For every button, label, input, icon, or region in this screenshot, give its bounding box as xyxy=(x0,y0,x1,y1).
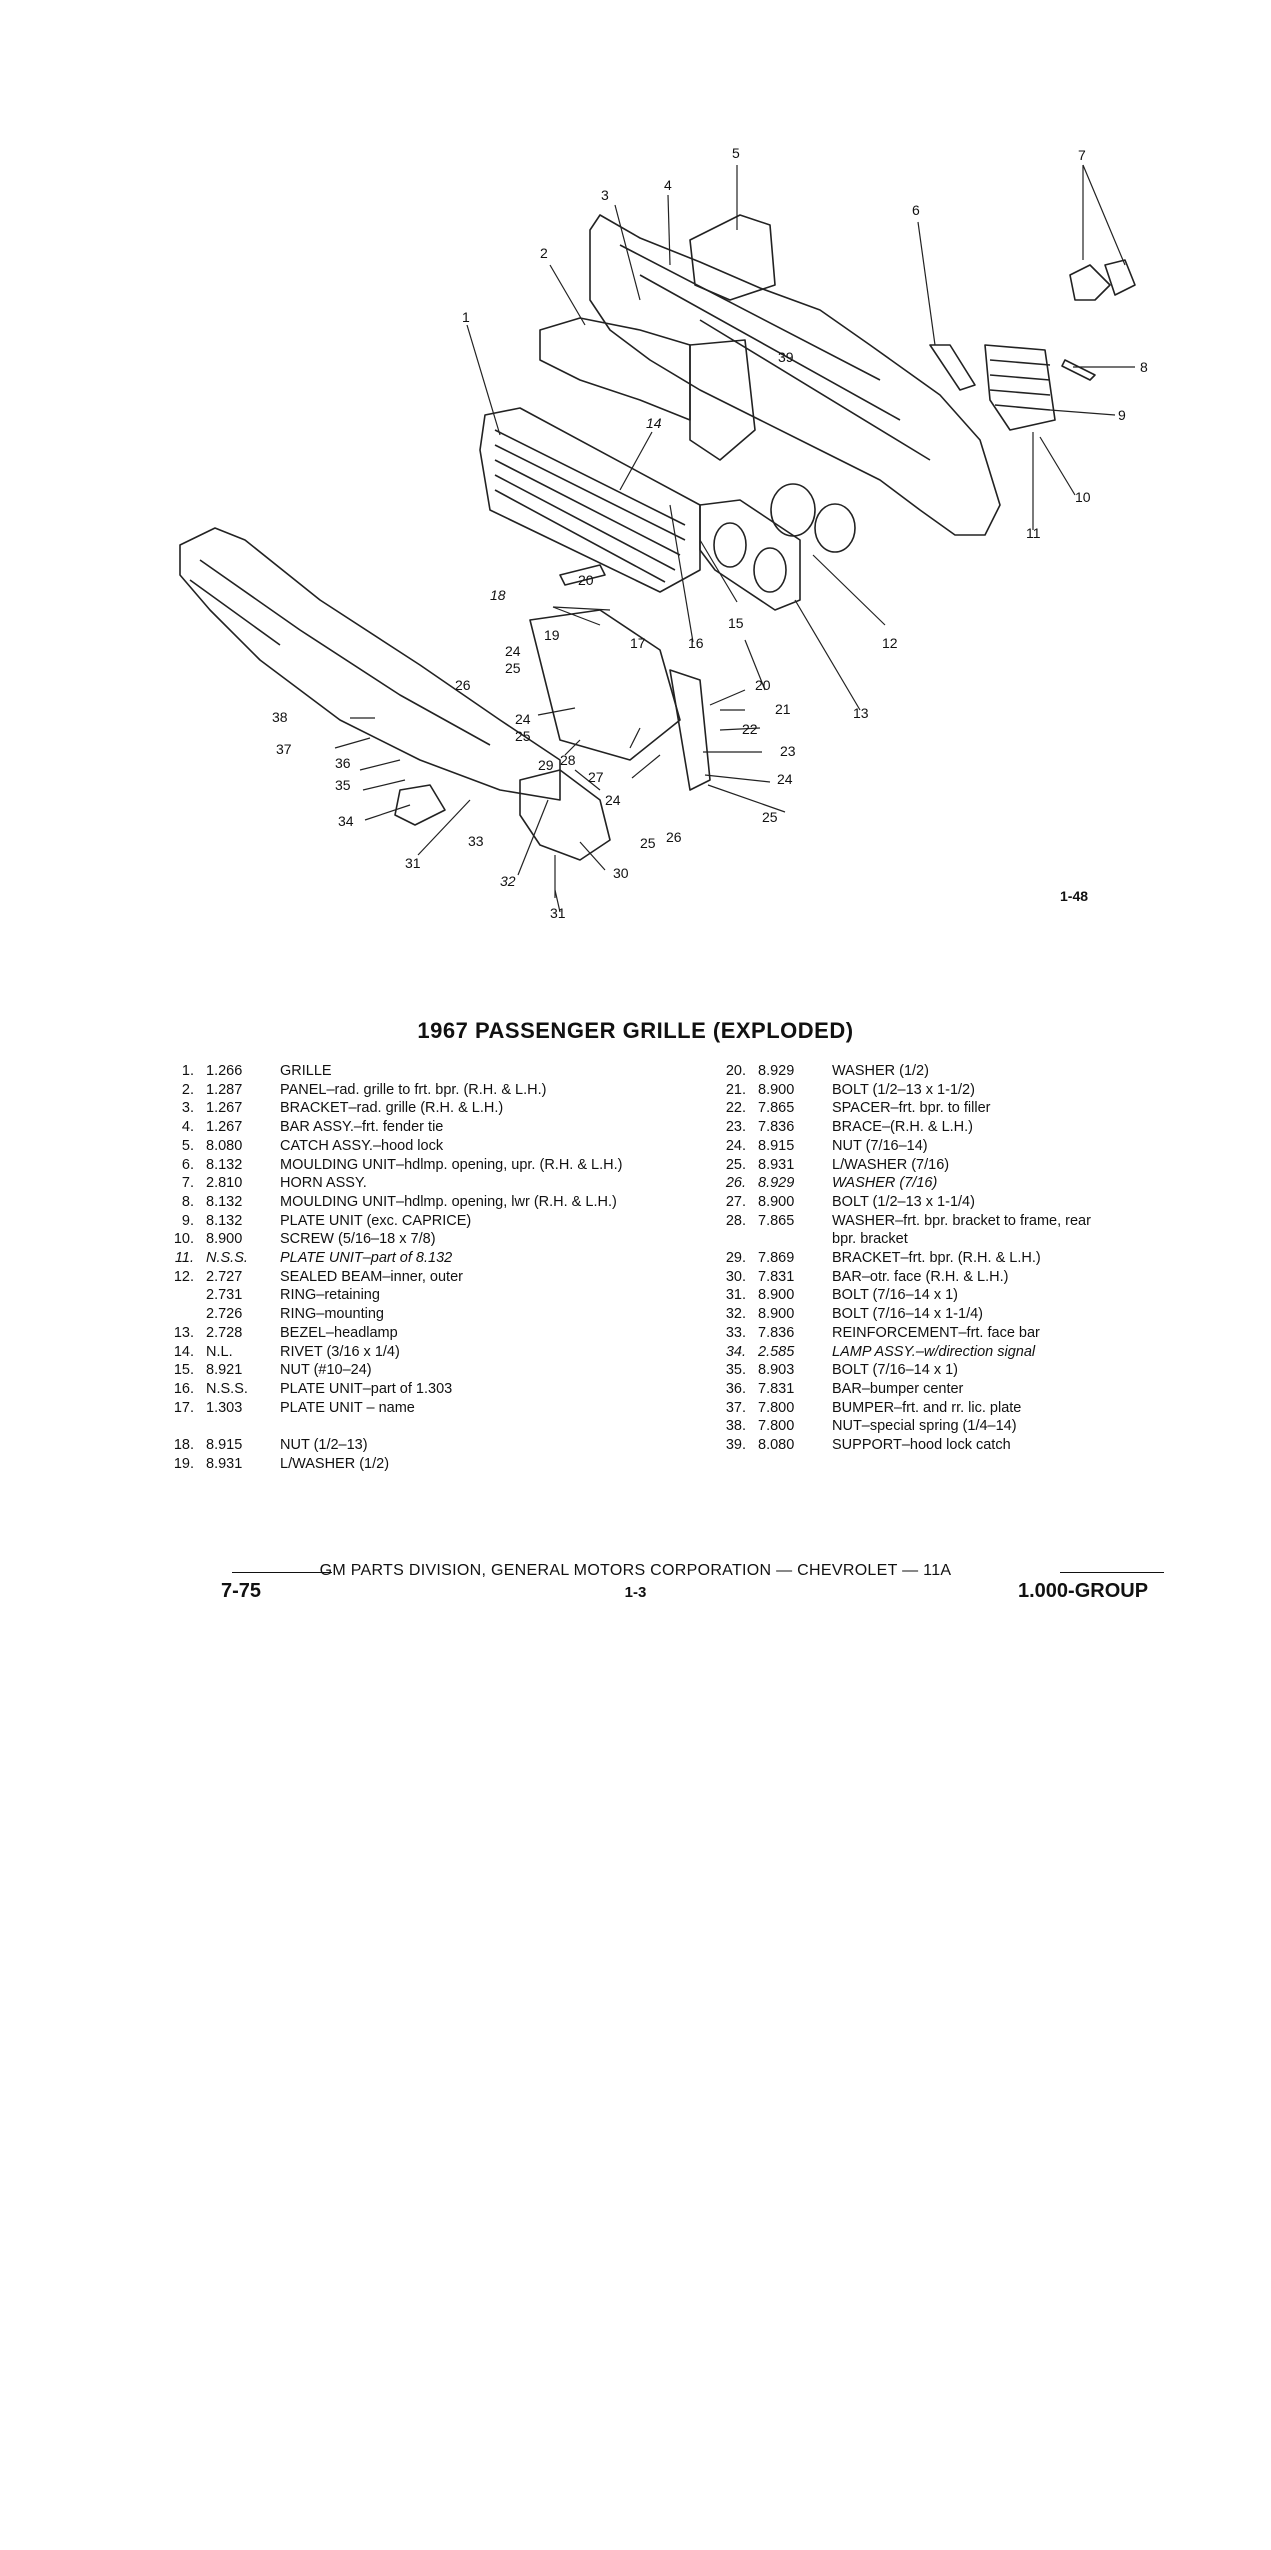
parts-list-right xyxy=(712,1062,1182,1455)
callout-21: 21 xyxy=(775,701,791,717)
fender-tie-bar-part xyxy=(590,215,1000,535)
list-item: 10. 8.900 SCREW (5/16–18 x 7/8) xyxy=(173,1231,436,1248)
callout-3: 3 xyxy=(601,187,609,203)
callout-22: 22 xyxy=(742,721,758,737)
list-item: 12. 2.727 SEALED BEAM–inner, outer xyxy=(173,1268,463,1285)
callout-26-b: 26 xyxy=(666,829,682,845)
list-item: 38. 7.800 NUT–special spring (1/4–14) xyxy=(725,1418,1017,1435)
callout-12: 12 xyxy=(882,635,898,651)
list-item: 2. 1.287 PANEL–rad. grille to frt. bpr. (R.H. & L.H.) xyxy=(181,1081,547,1098)
sealed-beam-part xyxy=(771,484,815,536)
callout-36: 36 xyxy=(335,755,351,771)
footer-rule-right xyxy=(1060,1572,1164,1573)
list-item: 11. N.S.S. PLATE UNIT–part of 8.132 xyxy=(174,1250,453,1267)
callout-31-a: 31 xyxy=(405,855,421,871)
list-item: 2.726 RING–mounting xyxy=(206,1306,384,1323)
callout-33: 33 xyxy=(468,833,484,849)
list-item: 20. 8.929 WASHER (1/2) xyxy=(725,1063,929,1079)
list-item: 29. 7.869 BRACKET–frt. bpr. (R.H. & L.H.) xyxy=(725,1250,1041,1267)
callout-31-b: 31 xyxy=(550,905,566,921)
callout-25-a: 25 xyxy=(505,660,521,676)
list-item: 2.731 RING–retaining xyxy=(206,1287,380,1304)
list-item: 22. 7.865 SPACER–frt. bpr. to filler xyxy=(725,1100,991,1117)
sub-page-number: 1-3 xyxy=(624,1584,647,1601)
callout-29: 29 xyxy=(538,757,554,773)
list-item: 3. 1.267 BRACKET–rad. grille (R.H. & L.H.) xyxy=(181,1100,504,1117)
callout-34: 34 xyxy=(338,813,354,829)
callout-24-b: 24 xyxy=(515,711,531,727)
callout-32: 32 xyxy=(500,873,516,889)
callout-24-c: 24 xyxy=(605,792,621,808)
list-item: 18. 8.915 NUT (1/2–13) xyxy=(173,1437,368,1454)
figure-id: 1-48 xyxy=(1060,888,1089,904)
callout-18: 18 xyxy=(490,587,506,603)
callout-14: 14 xyxy=(646,415,662,431)
callout-6: 6 xyxy=(912,202,920,218)
list-item: bpr. bracket xyxy=(832,1231,908,1248)
callout-4: 4 xyxy=(664,177,672,193)
callout-5: 5 xyxy=(732,145,740,161)
callout-28: 28 xyxy=(560,752,576,768)
list-item: 15. 8.921 NUT (#10–24) xyxy=(173,1362,372,1379)
list-item: 24. 8.915 NUT (7/16–14) xyxy=(725,1137,928,1154)
list-item: 14. N.L. RIVET (3/16 x 1/4) xyxy=(173,1343,400,1360)
list-item: 13. 2.728 BEZEL–headlamp xyxy=(173,1324,398,1341)
list-item: 30. 7.831 BAR–otr. face (R.H. & L.H.) xyxy=(725,1268,1009,1285)
list-item: 36. 7.831 BAR–bumper center xyxy=(725,1380,964,1397)
list-item: 7. 2.810 HORN ASSY. xyxy=(181,1175,367,1192)
callout-1: 1 xyxy=(462,309,470,325)
list-item: 32. 8.900 BOLT (7/16–14 x 1-1/4) xyxy=(725,1306,983,1323)
list-item: 33. 7.836 REINFORCEMENT–frt. face bar xyxy=(725,1324,1040,1341)
callout-25-b: 25 xyxy=(515,728,531,744)
callout-39: 39 xyxy=(778,349,794,365)
list-item: 35. 8.903 BOLT (7/16–14 x 1) xyxy=(725,1362,959,1379)
list-item: 6. 8.132 MOULDING UNIT–hdlmp. opening, upr. (R.H. & L.H.) xyxy=(181,1156,623,1173)
list-item: 8. 8.132 MOULDING UNIT–hdlmp. opening, lwr (R.H. & L.H.) xyxy=(181,1193,617,1210)
list-item: 27. 8.900 BOLT (1/2–13 x 1-1/4) xyxy=(725,1193,975,1210)
parts-list-left xyxy=(160,1062,720,1473)
callout-27: 27 xyxy=(588,769,604,785)
callout-25-d: 25 xyxy=(762,809,778,825)
list-item: 23. 7.836 BRACE–(R.H. & L.H.) xyxy=(725,1119,973,1136)
page-number: 7-75 xyxy=(221,1580,262,1602)
callout-8: 8 xyxy=(1140,359,1148,375)
list-item: 37. 7.800 BUMPER–frt. and rr. lic. plate xyxy=(725,1399,1022,1416)
list-item: 1. 1.266 GRILLE xyxy=(181,1063,332,1079)
callout-15: 15 xyxy=(728,615,744,631)
list-item: 5. 8.080 CATCH ASSY.–hood lock xyxy=(181,1137,444,1154)
callout-17: 17 xyxy=(630,635,646,651)
lamp-assy-part xyxy=(395,785,445,825)
hood-lock-support-part xyxy=(690,340,755,460)
horn-part xyxy=(1070,265,1110,300)
list-item: 16. N.S.S. PLATE UNIT–part of 1.303 xyxy=(173,1380,453,1397)
callout-38: 38 xyxy=(272,709,288,725)
callout-11: 11 xyxy=(1026,525,1041,541)
list-item: 21. 8.900 BOLT (1/2–13 x 1-1/2) xyxy=(725,1081,975,1098)
callout-20-left: 20 xyxy=(578,572,594,588)
callout-19: 19 xyxy=(544,627,560,643)
callout-13: 13 xyxy=(853,705,869,721)
callout-2: 2 xyxy=(540,245,548,261)
list-item: 26. 8.929 WASHER (7/16) xyxy=(725,1175,938,1192)
page-title: 1967 PASSENGER GRILLE (EXPLODED) xyxy=(417,1018,854,1043)
list-item: 25. 8.931 L/WASHER (7/16) xyxy=(725,1156,950,1173)
callout-24-a: 24 xyxy=(505,643,521,659)
list-item: 9. 8.132 PLATE UNIT (exc. CAPRICE) xyxy=(181,1212,472,1229)
callout-10: 10 xyxy=(1075,489,1091,505)
list-item: 39. 8.080 SUPPORT–hood lock catch xyxy=(725,1437,1011,1454)
exploded-grille-diagram xyxy=(0,0,1271,1000)
callout-23: 23 xyxy=(780,743,796,759)
list-item: 31. 8.900 BOLT (7/16–14 x 1) xyxy=(725,1287,959,1304)
callout-24-d: 24 xyxy=(777,771,793,787)
callout-35: 35 xyxy=(335,777,351,793)
footer-division: GM PARTS DIVISION, GENERAL MOTORS CORPORATION — CHEVROLET — 11A xyxy=(319,1562,952,1579)
front-bumper-part xyxy=(180,528,560,800)
callout-20-right: 20 xyxy=(755,677,771,693)
callout-30: 30 xyxy=(613,865,629,881)
list-item: 19. 8.931 L/WASHER (1/2) xyxy=(173,1455,390,1472)
callout-16: 16 xyxy=(688,635,704,651)
list-item: 4. 1.267 BAR ASSY.–frt. fender tie xyxy=(181,1119,444,1136)
callout-7: 7 xyxy=(1078,147,1086,163)
group-code: 1.000-GROUP xyxy=(1018,1580,1149,1602)
callout-26-a: 26 xyxy=(455,677,471,693)
callout-25-c: 25 xyxy=(640,835,656,851)
callout-37: 37 xyxy=(276,741,292,757)
list-item: 34. 2.585 LAMP ASSY.–w/direction signal xyxy=(725,1343,1036,1360)
list-item: 17. 1.303 PLATE UNIT – name xyxy=(173,1399,415,1416)
list-item: 28. 7.865 WASHER–frt. bpr. bracket to frame, rear xyxy=(725,1212,1091,1229)
callout-9: 9 xyxy=(1118,407,1126,423)
